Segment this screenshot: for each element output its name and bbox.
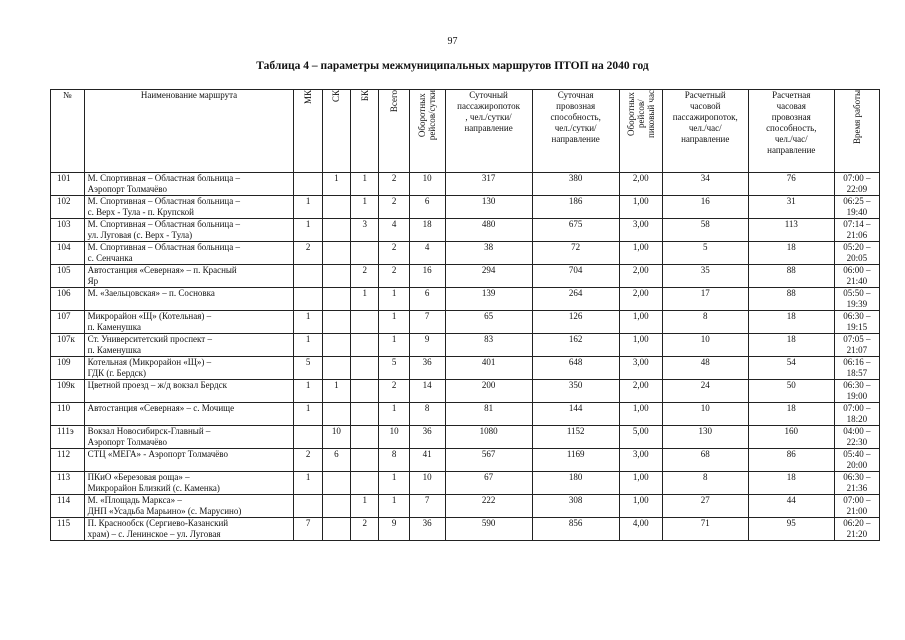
cell-daily-capacity: 308 xyxy=(532,495,619,518)
cell-route-name: М. Спортивная – Областная больница – с. Сенчанка xyxy=(84,242,294,265)
cell-daily-capacity: 186 xyxy=(532,196,619,219)
cell-total: 8 xyxy=(379,449,409,472)
cell-daily-flow: 590 xyxy=(445,518,532,541)
cell-hourly-capacity: 88 xyxy=(748,288,834,311)
cell-bk: 2 xyxy=(351,265,379,288)
cell-work-time: 06:30 – 19:00 xyxy=(834,380,879,403)
cell-daily-flow: 38 xyxy=(445,242,532,265)
cell-turn-trips: 41 xyxy=(409,449,445,472)
cell-bk: 1 xyxy=(351,196,379,219)
cell-peak-trips: 1,00 xyxy=(619,334,662,357)
cell-route-name: Цветной проезд – ж/д вокзал Бердск xyxy=(84,380,294,403)
cell-mk: 2 xyxy=(294,449,322,472)
cell-peak-trips: 2,00 xyxy=(619,265,662,288)
cell-work-time: 07:05 – 21:07 xyxy=(834,334,879,357)
cell-peak-trips: 1,00 xyxy=(619,403,662,426)
cell-hourly-capacity: 18 xyxy=(748,242,834,265)
cell-daily-capacity: 180 xyxy=(532,472,619,495)
cell-sk xyxy=(322,288,350,311)
header-hourly-capacity: Расчетная часовая провозная способность, чел./час/ направление xyxy=(748,90,834,173)
cell-bk xyxy=(351,242,379,265)
cell-peak-trips: 4,00 xyxy=(619,518,662,541)
cell-daily-capacity: 72 xyxy=(532,242,619,265)
cell-daily-capacity: 126 xyxy=(532,311,619,334)
cell-bk xyxy=(351,426,379,449)
table-row xyxy=(51,196,880,219)
cell-bk xyxy=(351,380,379,403)
cell-hourly-flow: 16 xyxy=(662,196,748,219)
table-title: Таблица 4 – параметры межмуниципальных маршрутов ПТОП на 2040 год xyxy=(256,60,649,72)
table-row xyxy=(51,265,880,288)
cell-hourly-capacity: 76 xyxy=(748,173,834,196)
cell-peak-trips: 3,00 xyxy=(619,357,662,380)
table-row xyxy=(51,449,880,472)
cell-turn-trips: 36 xyxy=(409,518,445,541)
cell-daily-capacity: 380 xyxy=(532,173,619,196)
cell-route-number: 107 xyxy=(51,311,85,334)
cell-hourly-flow: 71 xyxy=(662,518,748,541)
cell-hourly-flow: 130 xyxy=(662,426,748,449)
cell-total: 4 xyxy=(379,219,409,242)
cell-hourly-flow: 5 xyxy=(662,242,748,265)
cell-daily-flow: 567 xyxy=(445,449,532,472)
cell-work-time: 07:00 – 18:20 xyxy=(834,403,879,426)
cell-daily-flow: 83 xyxy=(445,334,532,357)
cell-hourly-capacity: 160 xyxy=(748,426,834,449)
cell-hourly-capacity: 18 xyxy=(748,334,834,357)
cell-peak-trips: 3,00 xyxy=(619,219,662,242)
table-row xyxy=(51,219,880,242)
table-row xyxy=(51,311,880,334)
cell-route-name: М. Спортивная – Областная больница – с. Верх - Тула - п. Крупской xyxy=(84,196,294,219)
cell-sk xyxy=(322,242,350,265)
cell-turn-trips: 8 xyxy=(409,403,445,426)
cell-hourly-flow: 10 xyxy=(662,403,748,426)
cell-turn-trips: 36 xyxy=(409,357,445,380)
cell-total: 1 xyxy=(379,311,409,334)
header-daily-capacity: Суточная провозная способность, чел./сутки/ направление xyxy=(532,90,619,173)
cell-mk: 1 xyxy=(294,311,322,334)
cell-hourly-flow: 35 xyxy=(662,265,748,288)
cell-hourly-capacity: 44 xyxy=(748,495,834,518)
cell-daily-capacity: 704 xyxy=(532,265,619,288)
cell-mk: 1 xyxy=(294,196,322,219)
cell-turn-trips: 6 xyxy=(409,288,445,311)
cell-daily-capacity: 162 xyxy=(532,334,619,357)
cell-peak-trips: 2,00 xyxy=(619,173,662,196)
cell-daily-flow: 317 xyxy=(445,173,532,196)
cell-peak-trips: 1,00 xyxy=(619,495,662,518)
cell-hourly-flow: 34 xyxy=(662,173,748,196)
cell-route-name: ПКиО «Березовая роща» – Микрорайон Близкий (с. Каменка) xyxy=(84,472,294,495)
cell-total: 1 xyxy=(379,472,409,495)
cell-mk: 1 xyxy=(294,472,322,495)
cell-work-time: 07:14 – 21:06 xyxy=(834,219,879,242)
cell-bk xyxy=(351,449,379,472)
table-row xyxy=(51,426,880,449)
cell-daily-capacity: 648 xyxy=(532,357,619,380)
header-peak-trips-label: Оборотных рейсов/ пиковый час xyxy=(625,90,656,138)
cell-route-name: М. «Площадь Маркса» – ДНП «Усадьба Марьино» (с. Марусино) xyxy=(84,495,294,518)
cell-turn-trips: 4 xyxy=(409,242,445,265)
header-work-time-label: Время работы xyxy=(851,90,862,145)
cell-daily-capacity: 1152 xyxy=(532,426,619,449)
cell-turn-trips: 7 xyxy=(409,311,445,334)
cell-sk xyxy=(322,495,350,518)
cell-route-number: 112 xyxy=(51,449,85,472)
cell-hourly-flow: 58 xyxy=(662,219,748,242)
cell-daily-flow: 401 xyxy=(445,357,532,380)
header-hourly-flow: Расчетный часовой пассажиропоток, чел./час/ направление xyxy=(662,90,748,173)
cell-work-time: 06:16 – 18:57 xyxy=(834,357,879,380)
cell-daily-flow: 1080 xyxy=(445,426,532,449)
cell-daily-capacity: 856 xyxy=(532,518,619,541)
cell-sk: 1 xyxy=(322,173,350,196)
cell-sk: 1 xyxy=(322,380,350,403)
cell-sk: 6 xyxy=(322,449,350,472)
cell-peak-trips: 2,00 xyxy=(619,380,662,403)
table-row xyxy=(51,403,880,426)
cell-route-number: 106 xyxy=(51,288,85,311)
cell-hourly-capacity: 18 xyxy=(748,403,834,426)
cell-daily-flow: 200 xyxy=(445,380,532,403)
routes-table-body xyxy=(51,173,880,541)
cell-route-name: П. Краснообск (Сергиево-Казанский храм) – с. Ленинское – ул. Луговая xyxy=(84,518,294,541)
cell-turn-trips: 9 xyxy=(409,334,445,357)
cell-daily-capacity: 264 xyxy=(532,288,619,311)
table-row xyxy=(51,334,880,357)
cell-route-number: 109к xyxy=(51,380,85,403)
cell-work-time: 07:00 – 21:00 xyxy=(834,495,879,518)
cell-route-number: 113 xyxy=(51,472,85,495)
table-header-row xyxy=(51,90,880,173)
cell-route-number: 115 xyxy=(51,518,85,541)
cell-mk xyxy=(294,173,322,196)
cell-sk: 10 xyxy=(322,426,350,449)
cell-sk xyxy=(322,403,350,426)
cell-peak-trips: 5,00 xyxy=(619,426,662,449)
cell-route-number: 105 xyxy=(51,265,85,288)
routes-table xyxy=(50,89,880,541)
cell-work-time: 06:30 – 21:36 xyxy=(834,472,879,495)
cell-sk xyxy=(322,357,350,380)
header-bk-label: БК xyxy=(359,90,370,102)
cell-hourly-flow: 48 xyxy=(662,357,748,380)
header-turn-trips xyxy=(409,90,445,173)
cell-daily-flow: 480 xyxy=(445,219,532,242)
cell-route-number: 114 xyxy=(51,495,85,518)
cell-hourly-capacity: 113 xyxy=(748,219,834,242)
cell-total: 2 xyxy=(379,196,409,219)
cell-total: 1 xyxy=(379,288,409,311)
header-work-time xyxy=(834,90,879,173)
cell-hourly-capacity: 31 xyxy=(748,196,834,219)
cell-mk: 1 xyxy=(294,219,322,242)
cell-work-time: 07:00 – 22:09 xyxy=(834,173,879,196)
cell-route-number: 109 xyxy=(51,357,85,380)
table-row xyxy=(51,357,880,380)
cell-daily-capacity: 144 xyxy=(532,403,619,426)
cell-bk xyxy=(351,334,379,357)
cell-daily-flow: 139 xyxy=(445,288,532,311)
cell-turn-trips: 16 xyxy=(409,265,445,288)
cell-total: 5 xyxy=(379,357,409,380)
cell-bk: 1 xyxy=(351,495,379,518)
header-total xyxy=(379,90,409,173)
cell-mk xyxy=(294,288,322,311)
cell-route-name: Автостанция «Северная» – п. Красный Яр xyxy=(84,265,294,288)
cell-daily-capacity: 1169 xyxy=(532,449,619,472)
cell-daily-flow: 294 xyxy=(445,265,532,288)
table-row xyxy=(51,472,880,495)
cell-sk xyxy=(322,334,350,357)
page-number: 97 xyxy=(447,36,458,47)
cell-daily-capacity: 675 xyxy=(532,219,619,242)
cell-daily-flow: 81 xyxy=(445,403,532,426)
cell-turn-trips: 10 xyxy=(409,472,445,495)
cell-total: 1 xyxy=(379,334,409,357)
cell-hourly-flow: 10 xyxy=(662,334,748,357)
cell-sk xyxy=(322,311,350,334)
cell-hourly-capacity: 88 xyxy=(748,265,834,288)
cell-turn-trips: 14 xyxy=(409,380,445,403)
cell-hourly-capacity: 18 xyxy=(748,311,834,334)
cell-sk xyxy=(322,219,350,242)
cell-mk: 5 xyxy=(294,357,322,380)
cell-mk xyxy=(294,426,322,449)
cell-peak-trips: 2,00 xyxy=(619,288,662,311)
cell-bk: 2 xyxy=(351,518,379,541)
header-sk-label: СК xyxy=(331,90,342,103)
cell-mk: 1 xyxy=(294,334,322,357)
table-row xyxy=(51,518,880,541)
cell-total: 10 xyxy=(379,426,409,449)
cell-hourly-flow: 24 xyxy=(662,380,748,403)
cell-route-name: Ст. Университетский проспект – п. Каменушка xyxy=(84,334,294,357)
cell-hourly-capacity: 54 xyxy=(748,357,834,380)
cell-mk xyxy=(294,495,322,518)
cell-daily-capacity: 350 xyxy=(532,380,619,403)
cell-total: 2 xyxy=(379,242,409,265)
cell-total: 2 xyxy=(379,265,409,288)
cell-mk: 1 xyxy=(294,403,322,426)
cell-hourly-flow: 68 xyxy=(662,449,748,472)
cell-total: 1 xyxy=(379,495,409,518)
cell-route-number: 103 xyxy=(51,219,85,242)
header-name: Наименование маршрута xyxy=(84,90,294,173)
cell-route-number: 104 xyxy=(51,242,85,265)
cell-work-time: 04:00 – 22:30 xyxy=(834,426,879,449)
cell-mk: 1 xyxy=(294,380,322,403)
table-row xyxy=(51,242,880,265)
cell-peak-trips: 3,00 xyxy=(619,449,662,472)
cell-hourly-capacity: 18 xyxy=(748,472,834,495)
table-row xyxy=(51,380,880,403)
cell-total: 2 xyxy=(379,173,409,196)
cell-route-number: 110 xyxy=(51,403,85,426)
cell-turn-trips: 7 xyxy=(409,495,445,518)
cell-daily-flow: 65 xyxy=(445,311,532,334)
cell-route-number: 111э xyxy=(51,426,85,449)
cell-hourly-flow: 27 xyxy=(662,495,748,518)
cell-total: 2 xyxy=(379,380,409,403)
table-row xyxy=(51,173,880,196)
cell-total: 9 xyxy=(379,518,409,541)
cell-turn-trips: 6 xyxy=(409,196,445,219)
cell-route-name: Микрорайон «Щ» (Котельная) – п. Каменушка xyxy=(84,311,294,334)
cell-hourly-capacity: 86 xyxy=(748,449,834,472)
cell-peak-trips: 1,00 xyxy=(619,242,662,265)
cell-turn-trips: 18 xyxy=(409,219,445,242)
cell-sk xyxy=(322,472,350,495)
cell-work-time: 06:20 – 21:20 xyxy=(834,518,879,541)
cell-peak-trips: 1,00 xyxy=(619,311,662,334)
cell-route-name: М. «Заельцовская» – п. Сосновка xyxy=(84,288,294,311)
cell-route-name: Котельная (Микрорайон «Щ») – ГДК (г. Бердск) xyxy=(84,357,294,380)
header-total-label: Всего xyxy=(389,90,400,113)
cell-mk: 7 xyxy=(294,518,322,541)
cell-turn-trips: 36 xyxy=(409,426,445,449)
cell-hourly-flow: 17 xyxy=(662,288,748,311)
cell-sk xyxy=(322,518,350,541)
header-sk xyxy=(322,90,350,173)
cell-total: 1 xyxy=(379,403,409,426)
header-mk-label: МК xyxy=(303,90,314,105)
cell-daily-flow: 67 xyxy=(445,472,532,495)
cell-hourly-capacity: 50 xyxy=(748,380,834,403)
cell-turn-trips: 10 xyxy=(409,173,445,196)
cell-bk xyxy=(351,403,379,426)
cell-work-time: 05:20 – 20:05 xyxy=(834,242,879,265)
cell-peak-trips: 1,00 xyxy=(619,472,662,495)
cell-bk: 1 xyxy=(351,288,379,311)
cell-bk xyxy=(351,472,379,495)
header-daily-flow: Суточный пассажиропоток , чел./сутки/ направление xyxy=(445,90,532,173)
cell-bk xyxy=(351,357,379,380)
cell-work-time: 06:30 – 19:15 xyxy=(834,311,879,334)
table-row xyxy=(51,288,880,311)
cell-work-time: 05:40 – 20:00 xyxy=(834,449,879,472)
cell-work-time: 05:50 – 19:39 xyxy=(834,288,879,311)
cell-hourly-flow: 8 xyxy=(662,311,748,334)
cell-route-number: 107к xyxy=(51,334,85,357)
cell-work-time: 06:00 – 21:40 xyxy=(834,265,879,288)
header-peak-trips xyxy=(619,90,662,173)
header-turn-trips-label: Оборотных рейсов/сутки xyxy=(417,90,438,141)
cell-route-name: Автостанция «Северная» – с. Мочище xyxy=(84,403,294,426)
cell-mk: 2 xyxy=(294,242,322,265)
header-mk xyxy=(294,90,322,173)
cell-bk xyxy=(351,311,379,334)
cell-bk: 1 xyxy=(351,173,379,196)
cell-hourly-flow: 8 xyxy=(662,472,748,495)
cell-hourly-capacity: 95 xyxy=(748,518,834,541)
cell-sk xyxy=(322,196,350,219)
cell-daily-flow: 222 xyxy=(445,495,532,518)
cell-peak-trips: 1,00 xyxy=(619,196,662,219)
cell-route-name: М. Спортивная – Областная больница – ул. Луговая (с. Верх - Тула) xyxy=(84,219,294,242)
cell-bk: 3 xyxy=(351,219,379,242)
cell-route-name: М. Спортивная – Областная больница – Аэропорт Толмачёво xyxy=(84,173,294,196)
cell-mk xyxy=(294,265,322,288)
cell-route-number: 101 xyxy=(51,173,85,196)
cell-work-time: 06:25 – 19:40 xyxy=(834,196,879,219)
cell-sk xyxy=(322,265,350,288)
header-num: № xyxy=(51,90,85,173)
header-bk xyxy=(351,90,379,173)
cell-daily-flow: 130 xyxy=(445,196,532,219)
cell-route-name: СТЦ «МЕГА» - Аэропорт Толмачёво xyxy=(84,449,294,472)
table-row xyxy=(51,495,880,518)
cell-route-number: 102 xyxy=(51,196,85,219)
cell-route-name: Вокзал Новосибирск-Главный – Аэропорт Толмачёво xyxy=(84,426,294,449)
